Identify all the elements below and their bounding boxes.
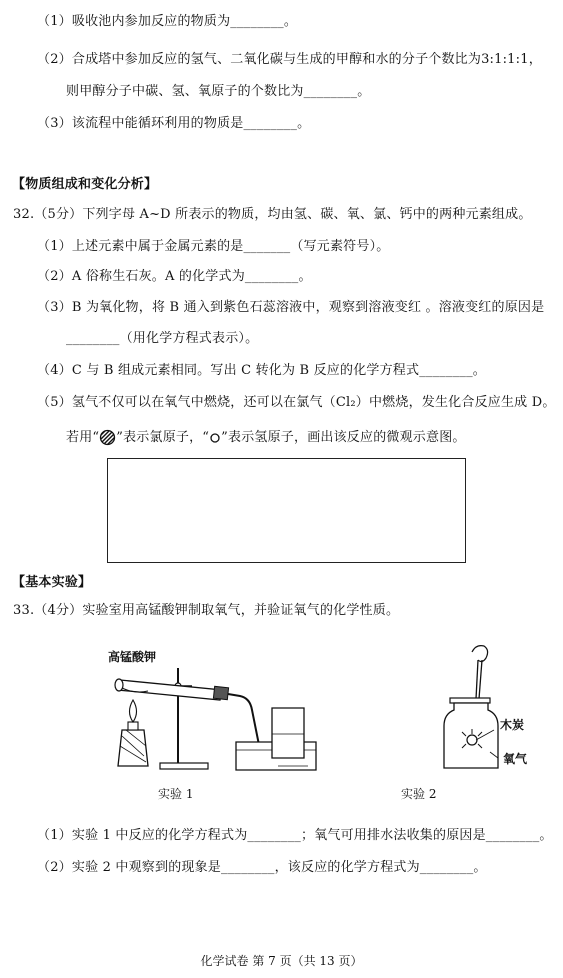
q32-part3-line1: （3）B 为氧化物，将 B 通入到紫色石蕊溶液中，观察到溶液变红 。溶液变红的原因是 [37, 300, 545, 315]
q31-part3: （3）该流程中能循环利用的物质是________。 [37, 116, 311, 131]
experiment2-label-oxygen: 氧气 [503, 752, 528, 766]
q32-stem: 32.（5分）下列字母 A~D 所表示的物质，均由氢、碳、氧、氯、钙中的两种元素组成。 [13, 207, 532, 222]
q31-part2-line2: 则甲醇分子中碳、氢、氧原子的个数比为________。 [66, 84, 371, 99]
q32-part2: （2）A 俗称生石灰。A 的化学式为________。 [37, 269, 312, 284]
q32-part4: （4）C 与 B 组成元素相同。写出 C 转化为 B 反应的化学方程式________。 [37, 363, 486, 378]
q32-part1: （1）上述元素中属于金属元素的是_______（写元素符号）。 [37, 239, 390, 254]
q32-part5-line1: （5）氢气不仅可以在氧气中燃烧，还可以在氯气（Cl₂）中燃烧，发生化合反应生成 D。 [37, 395, 556, 410]
q33-stem: 33.（4分）实验室用高锰酸钾制取氧气，并验证氧气的化学性质。 [13, 603, 400, 618]
q33-part1: （1）实验 1 中反应的化学方程式为________；氧气可用排水法收集的原因是________。 [37, 828, 553, 843]
experiment1-label-kmno4: 高锰酸钾 [108, 650, 157, 664]
q33-part2: （2）实验 2 中观察到的现象是________，该反应的化学方程式为________。 [37, 860, 487, 875]
section-heading-composition: 【物质组成和变化分析】 [12, 177, 158, 192]
hydrogen-atom-icon [209, 432, 221, 444]
section-heading-basic-experiment: 【基本实验】 [12, 575, 92, 590]
q32-part5-text-c: ”表示氢原子，画出该反应的微观示意图。 [221, 430, 466, 445]
experiment2-apparatus [432, 640, 512, 780]
chlorine-atom-icon [99, 429, 116, 446]
experiment2-caption: 实验 2 [401, 787, 437, 801]
q32-part5-text-a: 若用“ [66, 430, 100, 445]
page-footer: 化学试卷 第 7 页（共 13 页） [200, 954, 363, 968]
q31-part1: （1）吸收池内参加反应的物质为________。 [37, 14, 298, 29]
q31-part2-line1: （2）合成塔中参加反应的氢气、二氧化碳与生成的甲醇和水的分子个数比为3:1:1:1， [37, 52, 542, 67]
experiment1-caption: 实验 1 [158, 787, 194, 801]
q32-part5-line2 [66, 428, 466, 448]
q32-part3-line2: ________（用化学方程式表示）。 [66, 331, 259, 346]
experiment2-label-charcoal: 木炭 [500, 718, 525, 732]
answer-drawing-box[interactable] [107, 458, 466, 563]
q32-part5-text-b: ”表示氯原子，“ [116, 430, 210, 445]
